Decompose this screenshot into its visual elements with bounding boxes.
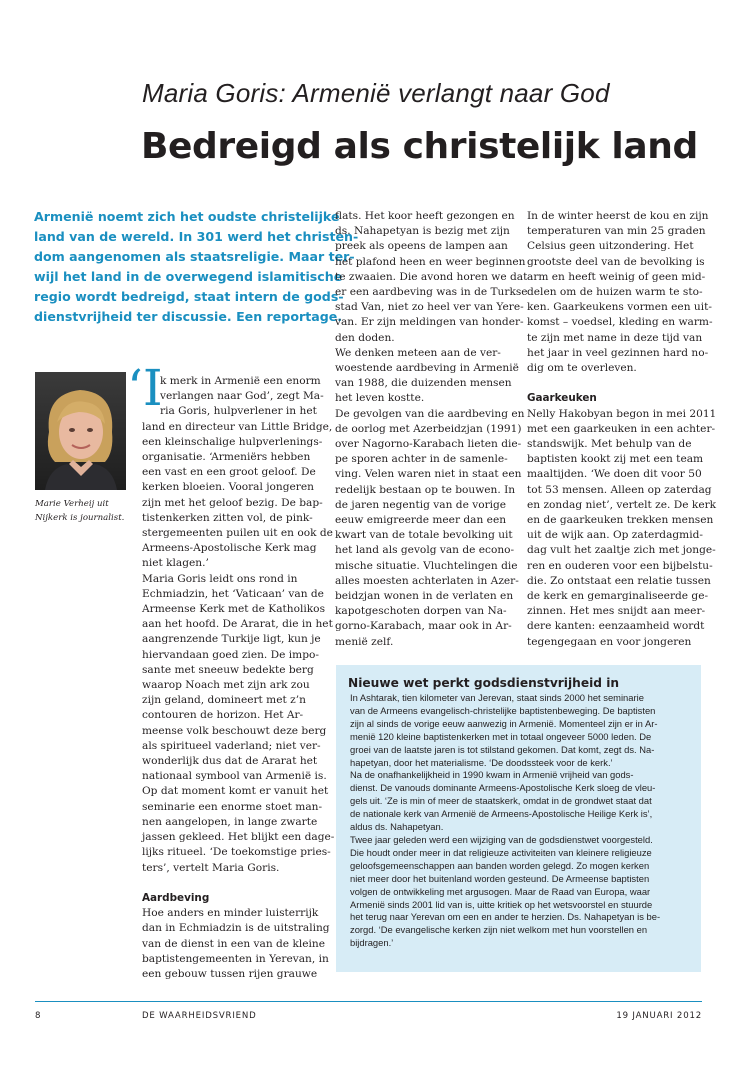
- text-line: beidzjan wonen in de verlaten en: [335, 590, 514, 603]
- text-line: menië zelf.: [335, 635, 394, 648]
- text-line: zorgd. ‘De evangelische kerken zijn niet welkom met hun voorstellen en: [350, 924, 648, 936]
- text-line: Nijkerk is journalist.: [35, 513, 125, 523]
- text-line: ds. Nahapetyan is bezig met zijn: [335, 225, 510, 238]
- text-line: standswijk. Met behulp van de: [527, 438, 692, 451]
- sidebar-box: [336, 665, 701, 972]
- text-line: het leven kostte.: [335, 392, 425, 405]
- article-column-2: [335, 209, 528, 650]
- text-line: aangrenzende Turkije ligt, kun je: [142, 633, 321, 646]
- text-line: mische situatie. Vluchtelingen die: [335, 559, 518, 572]
- text-line: grootste deel van de bevolking is: [527, 255, 705, 268]
- article-column-3: [527, 209, 716, 650]
- article-column-1: [142, 374, 334, 982]
- text-line: te zijn met name in deze tijd van: [527, 331, 703, 344]
- text-line: woestende aardbeving in Armenië: [335, 362, 519, 375]
- drop-cap: ‘I: [127, 359, 163, 417]
- article-intro: [34, 207, 359, 327]
- text-line: redelijk bestaan op te bouwen. In: [335, 483, 516, 496]
- text-line: groei van de laatste jaren is tot stilstand gekomen. Dat komt, zegt ds. Na-: [350, 743, 655, 755]
- text-line: het land als gevolg van de econo-: [335, 544, 515, 557]
- text-line: tegengegaan en voor jongeren: [527, 635, 692, 648]
- sidebar-box-body: [350, 692, 660, 950]
- text-line: wijl het land in de overwegend islamitische: [34, 269, 343, 284]
- text-line: komst – voedsel, kleding en warm-: [527, 316, 713, 329]
- text-line: Armenië sinds 2001 lid van is, uitte kritiek op het wetsvoorstel en stuurde: [350, 898, 653, 910]
- text-line: nationaal symbool van Armenië is.: [142, 770, 327, 783]
- text-line: pe sporen achter in de samenle-: [335, 453, 508, 466]
- subheading: Gaarkeuken: [527, 392, 597, 405]
- text-line: van de dienst in een van de kleine: [142, 937, 326, 950]
- text-line: als spiritueel vaderland; niet ver-: [142, 739, 321, 752]
- text-line: ving. Velen waren niet in staat een: [335, 468, 522, 481]
- text-line: jassen gekleed. Het blijkt een dage-: [142, 831, 335, 844]
- text-line: over Nagorno-Karabach lieten die-: [335, 438, 522, 451]
- text-line: eeuw emigreerde meer dan een: [335, 514, 507, 527]
- text-line: wonderlijk dus dat de Ararat het: [142, 755, 318, 768]
- text-line: baptistengemeenten in Yerevan, in: [142, 952, 329, 965]
- text-line: zijn geland, domineert met z’n: [142, 694, 306, 707]
- portrait-image: [35, 372, 126, 490]
- text-line: zijn met het geloof bezig. De bap-: [142, 496, 323, 509]
- text-line: bijdragen.’: [350, 937, 394, 949]
- text-line: uit de wijk aan. Op zaterdagmid-: [527, 529, 703, 542]
- text-line: kerken bloeien. Vooral jongeren: [142, 481, 314, 494]
- subheading: Aardbeving: [142, 891, 210, 904]
- text-line: volgen de ontwikkeling met argusogen. Maar de Raad van Europa, waar: [350, 885, 651, 897]
- text-line: den doden.: [335, 331, 395, 344]
- text-line: er een aardbeving was in de Turkse: [335, 286, 528, 299]
- footer-rule: [35, 1001, 702, 1002]
- text-line: van 1988, die duizenden mensen: [335, 377, 512, 390]
- text-line: Die houdt onder meer in dat religieuze activiteiten van kleinere religieuze: [350, 846, 652, 858]
- text-line: Na de onafhankelijkheid in 1990 kwam in Armenië vrijheid van gods-: [350, 769, 634, 781]
- text-line: dag vult het zaaltje zich met jonge-: [527, 544, 716, 557]
- text-line: Echmiadzin, het ‘Vaticaan’ van de: [142, 587, 324, 600]
- text-line: een vast en een groot geloof. De: [142, 466, 316, 479]
- text-line: meense volk beschouwt deze berg: [142, 724, 327, 737]
- text-line: Armeens-Apostolische Kerk mag: [142, 542, 317, 555]
- text-line: kapotgeschoten dorpen van Na-: [335, 605, 507, 618]
- article-headline: Bedreigd als christelijk land: [141, 126, 698, 167]
- text-line: arm en heeft weinig of geen mid-: [527, 270, 706, 283]
- text-line: De gevolgen van die aardbeving en: [335, 407, 525, 420]
- sidebar-box-title: Nieuwe wet perkt godsdienstvrijheid in: [348, 676, 620, 690]
- text-line: In de winter heerst de kou en zijn: [527, 210, 709, 222]
- text-line: ren en ouderen voor een bijbelstu-: [527, 559, 713, 572]
- text-line: delen om de huizen warm te sto-: [527, 286, 703, 299]
- text-line: een kleinschalige hulpverlenings-: [142, 435, 323, 448]
- text-line: niet meer door het buitenland worden gesteund. De Armeense baptisten: [350, 872, 650, 884]
- text-line: hiervandaan goed zien. De impo-: [142, 648, 319, 661]
- text-line: stergemeenten puilen uit en ook de: [142, 527, 333, 540]
- footer-magazine-name: DE WAARHEIDSVRIEND: [142, 1011, 257, 1021]
- text-line: aldus ds. Nahapetyan.: [350, 821, 444, 833]
- text-line: ken. Gaarkeukens vormen een uit-: [527, 301, 712, 314]
- text-line: gels uit. ‘Ze is min of meer de staatskerk, omdat in de grondwet staat dat: [350, 795, 652, 807]
- text-line: Armenië noemt zich het oudste christelijke: [34, 209, 340, 224]
- text-line: zijn al sinds de vorige eeuw aanwezig in Armenië. Momenteel zijn er in Ar-: [350, 717, 658, 729]
- text-line: contouren de horizon. Het Ar-: [142, 709, 304, 722]
- text-line: sante met sneeuw bedekte berg: [142, 663, 314, 676]
- text-line: dig om te overleven.: [527, 362, 637, 375]
- text-line: tistenkerken zitten vol, de pink-: [142, 511, 313, 524]
- text-line: geloofsgemeenschappen aan banden worden gelegd. Zo mogen kerken: [350, 859, 650, 871]
- footer-date: 19 JANUARI 2012: [616, 1011, 702, 1021]
- text-line: baptisten kookt zij met een team: [527, 453, 704, 466]
- text-line: de kerk en gemarginaliseerde ge-: [527, 590, 709, 603]
- text-line: kwart van de totale bevolking uit: [335, 529, 513, 542]
- text-line: alles moesten achterlaten in Azer-: [335, 574, 519, 587]
- text-line: aan het hoofd. De Ararat, die in het: [142, 618, 333, 631]
- text-line: van. Er zijn meldingen van honder-: [335, 316, 524, 329]
- text-line: [527, 376, 716, 391]
- text-line: hapetyan, door het materialisme. ‘De doodssteek voor de kerk.’: [350, 756, 613, 768]
- text-line: Op dat moment komt er vanuit het: [142, 785, 329, 798]
- text-line: die. Zo ontstaat een relatie tussen: [527, 574, 711, 587]
- footer-page-number: 8: [35, 1011, 42, 1021]
- photo-caption: [35, 497, 135, 525]
- text-line: dere kanten: eenzaamheid wordt: [527, 620, 705, 633]
- author-photo: [35, 372, 126, 490]
- text-line: de oorlog met Azerbeidzjan (1991): [335, 422, 522, 435]
- text-line: maaltijden. ‘We doen dit voor 50: [527, 468, 702, 481]
- text-line: de nationale kerk van Armenië de Armeens-Apostolische Heilige Kerk is’,: [350, 808, 653, 820]
- text-line: zinnen. Het mes snijdt aan meer-: [527, 605, 706, 618]
- text-line: niet klagen.’: [142, 557, 209, 570]
- text-line: Nelly Hakobyan begon in mei 2011: [527, 407, 717, 420]
- text-line: ters’, vertelt Maria Goris.: [142, 861, 280, 874]
- text-line: regio wordt bedreigd, staat intern de gods-: [34, 289, 344, 304]
- text-line: dom aangenomen als staatsreligie. Maar ter-: [34, 249, 355, 264]
- text-line: en zondag niet’, vertelt ze. De kerk: [527, 498, 717, 511]
- text-line: flats. Het koor heeft gezongen en: [335, 210, 515, 222]
- text-line: gorno-Karabach, maar ook in Ar-: [335, 620, 512, 633]
- text-line: land en directeur van Little Bridge,: [142, 420, 333, 433]
- text-line: stad Van, niet zo heel ver van Yere-: [335, 301, 524, 314]
- text-line: het terug naar Yerevan om een en ander te herzien. Ds. Nahapetyan is be-: [350, 911, 661, 923]
- text-line: de jaren negentig van de vorige: [335, 498, 507, 511]
- article-kicker: Maria Goris: Armenië verlangt naar God: [142, 78, 610, 108]
- text-line: k merk in Armenië een enorm: [160, 375, 321, 387]
- text-line: tot 53 mensen. Alleen op zaterdag: [527, 483, 712, 496]
- text-line: het jaar in veel gezinnen hard no-: [527, 346, 709, 359]
- text-line: Celsius geen uitzondering. Het: [527, 240, 694, 253]
- text-line: verlangen naar God’, zegt Ma-: [160, 390, 324, 403]
- text-line: Maria Goris leidt ons rond in: [142, 572, 298, 585]
- text-line: met een gaarkeuken in een achter-: [527, 422, 716, 435]
- text-line: een gebouw tussen rijen grauwe: [142, 967, 318, 980]
- text-line: seminarie een enorme stoet man-: [142, 800, 323, 813]
- text-line: dienstvrijheid ter discussie. Een reportage.: [34, 309, 343, 324]
- text-line: Armeense Kerk met de Katholikos: [142, 603, 326, 616]
- text-line: Hoe anders en minder luisterrijk: [142, 907, 319, 920]
- text-line: dan in Echmiadzin is de uitstraling: [142, 922, 330, 935]
- text-line: en de gaarkeuken trekken mensen: [527, 514, 714, 527]
- text-line: het plafond heen en weer beginnen: [335, 255, 526, 268]
- text-line: In Ashtarak, tien kilometer van Jerevan, staat sinds 2000 het seminarie: [350, 692, 644, 703]
- text-line: lijks ritueel. ‘De toekomstige pries-: [142, 846, 331, 859]
- text-line: land van de wereld. In 301 werd het christen-: [34, 229, 359, 244]
- text-line: preek als opeens de lampen aan: [335, 240, 508, 253]
- text-line: organisatie. ‘Armeniërs hebben: [142, 451, 311, 464]
- text-line: dienst. De vanouds dominante Armeens-Apostolische Kerk sloeg de vleu-: [350, 782, 656, 794]
- text-line: [142, 876, 334, 891]
- text-line: ria Goris, hulpverlener in het: [160, 405, 317, 418]
- text-line: menië 120 kleine baptistenkerken met in totaal ongeveer 5000 leden. De: [350, 730, 652, 742]
- text-line: temperaturen van min 25 graden: [527, 225, 706, 238]
- text-line: van de Armeens evangelisch-christelijke baptistenbeweging. De baptisten: [350, 704, 656, 716]
- text-line: Marie Verheij uit: [35, 499, 109, 509]
- text-line: Twee jaar geleden werd een wijziging van de godsdienstwet voorgesteld.: [350, 833, 653, 845]
- text-line: nen aangelopen, in lange zwarte: [142, 815, 318, 828]
- text-line: waarop Noach met zijn ark zou: [142, 679, 310, 692]
- text-line: te zwaaien. Die avond horen we dat: [335, 270, 528, 283]
- text-line: We denken meteen aan de ver-: [335, 346, 501, 359]
